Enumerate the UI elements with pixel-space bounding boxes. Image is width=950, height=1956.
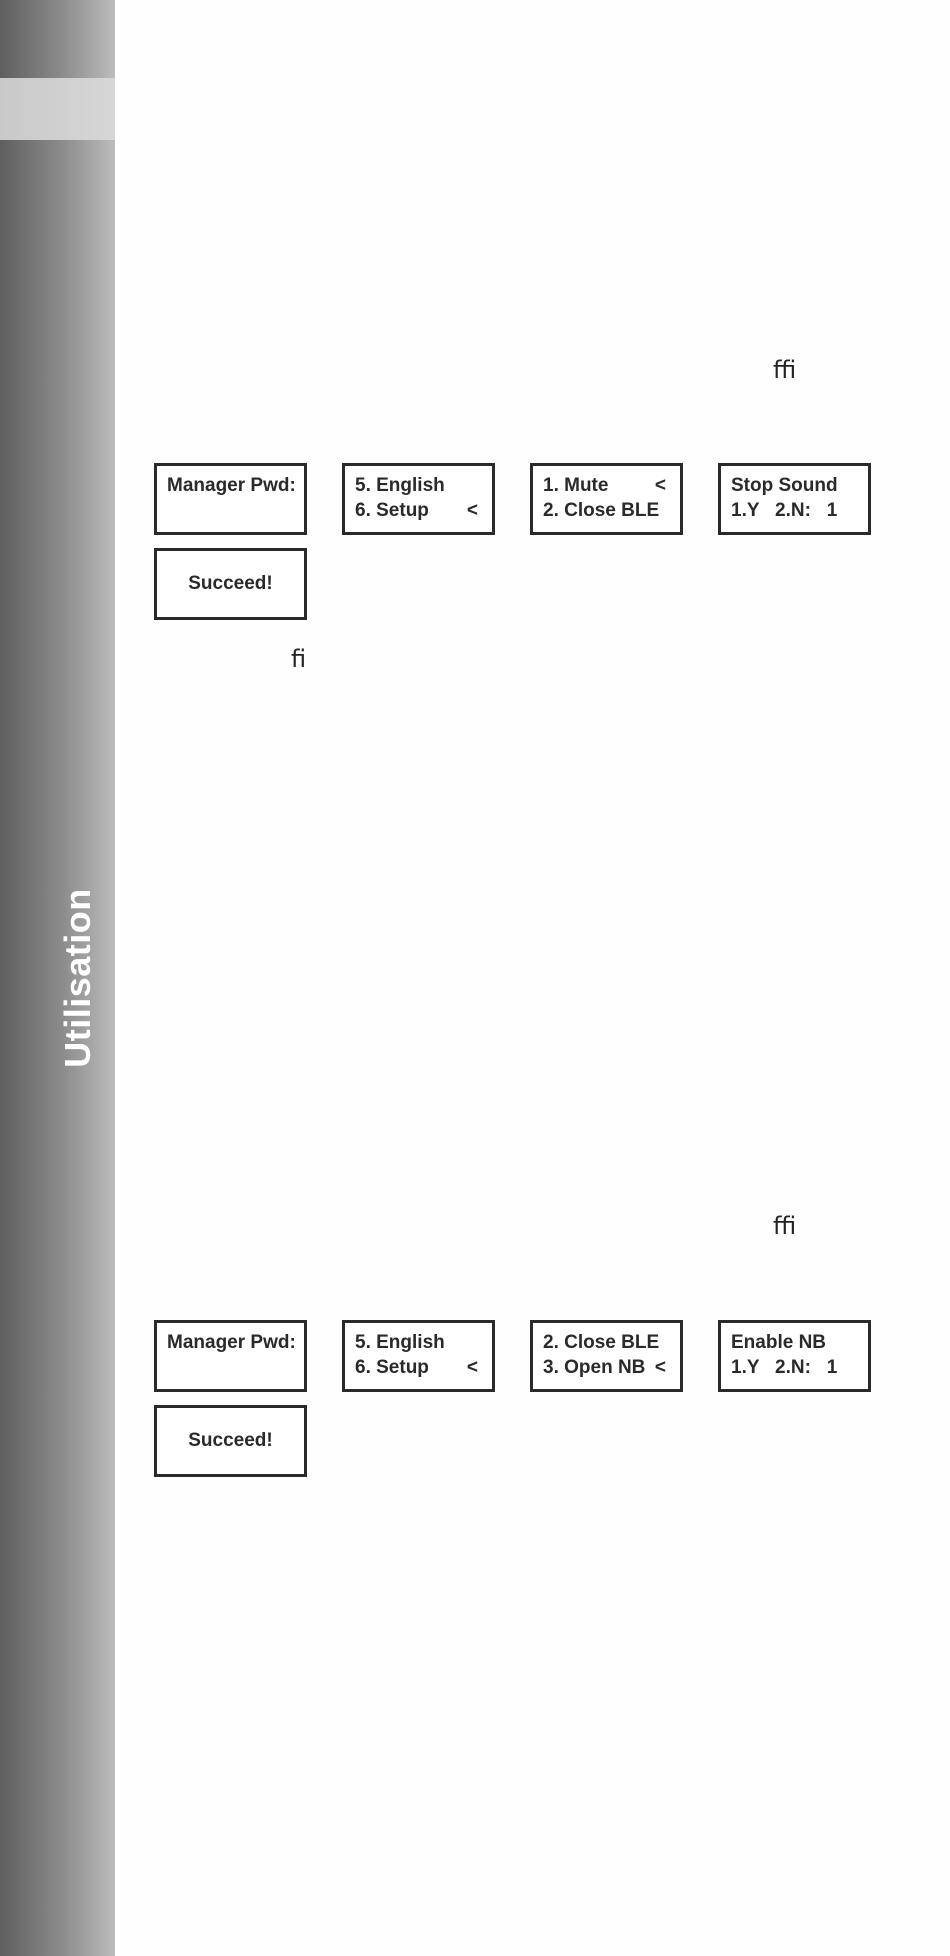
ligature-ffi-top: ﬃ: [773, 356, 797, 384]
lcd-screen-menu-english-setup: [342, 463, 495, 535]
lcd-screen-manager-pwd: [154, 463, 307, 535]
lcd-line: 3. Open NB: [543, 1357, 646, 1378]
lcd-line: Stop Sound: [731, 475, 838, 496]
sidebar-tab: [0, 78, 115, 140]
lcd-line: 1. Mute: [543, 475, 609, 496]
lcd-line: Enable NB: [731, 1332, 827, 1353]
lcd-line: 5. English: [355, 475, 445, 496]
ligature-ffi-bottom: ﬃ: [773, 1212, 797, 1240]
lcd-cursor: <: [654, 1357, 666, 1378]
lcd-line: Succeed!: [188, 573, 273, 594]
lcd-line: Manager Pwd:: [167, 1332, 296, 1353]
sidebar: [0, 0, 115, 1956]
lcd-screen-succeed: [154, 548, 307, 620]
lcd-screen-enable-nb: [718, 1320, 871, 1392]
ligature-fi-mid: ﬁ: [291, 645, 307, 673]
lcd-screen-menu-mute-closeble: [530, 463, 683, 535]
lcd-line: Succeed!: [188, 1430, 273, 1451]
lcd-line: 2. Close BLE: [543, 1332, 660, 1353]
lcd-cursor: <: [466, 500, 478, 521]
lcd-screen-manager-pwd: [154, 1320, 307, 1392]
lcd-line: 1.Y 2.N: 1: [731, 1357, 838, 1378]
lcd-line: 5. English: [355, 1332, 445, 1353]
lcd-screen-menu-closeble-opennb: [530, 1320, 683, 1392]
lcd-screen-stop-sound: [718, 463, 871, 535]
lcd-screen-succeed: [154, 1405, 307, 1477]
sidebar-label: Utilisation: [57, 888, 98, 1068]
lcd-line: Manager Pwd:: [167, 475, 296, 496]
lcd-screen-menu-english-setup: [342, 1320, 495, 1392]
lcd-line: 1.Y 2.N: 1: [731, 500, 838, 521]
lcd-line: 6. Setup: [355, 1357, 429, 1378]
lcd-cursor: <: [654, 475, 666, 496]
lcd-cursor: <: [466, 1357, 478, 1378]
lcd-line: 6. Setup: [355, 500, 429, 521]
lcd-line: 2. Close BLE: [543, 500, 660, 521]
